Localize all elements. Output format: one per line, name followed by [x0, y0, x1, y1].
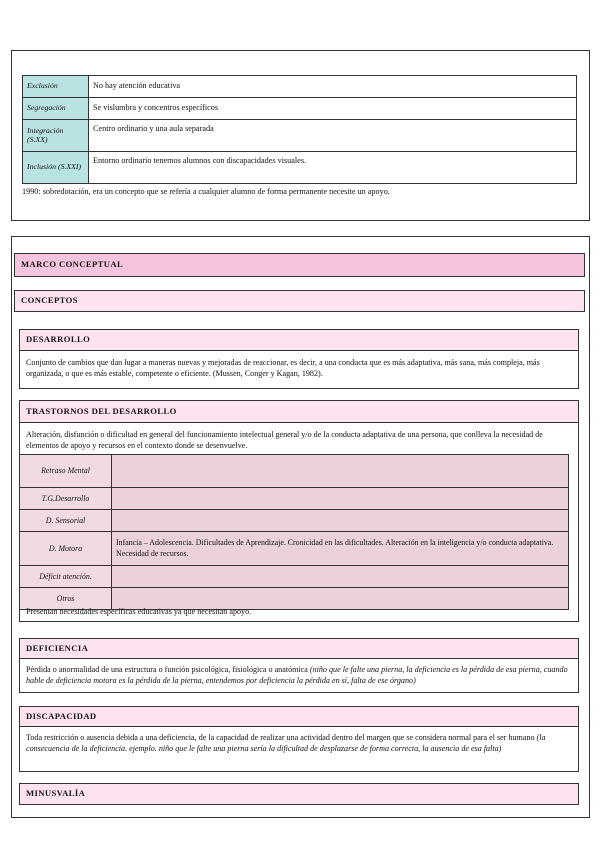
- row-value: [112, 566, 569, 588]
- section-title: MINUSVALÍA: [26, 788, 86, 799]
- table-row: [23, 76, 577, 98]
- section-title: CONCEPTOS: [21, 295, 78, 306]
- discapacidad-text: [26, 732, 576, 755]
- row-value: Infancia – Adolescencia. Dificultades de Aprendizaje. Cronicidad en las dificultades. Alteración en la inteligencia y/o conducta adaptativa. Necesidad de recursos.: [112, 532, 569, 566]
- marco-conceptual-header: [14, 253, 585, 277]
- trastornos-text: Alteración, disfunción o dificultad en general del funcionamiento intelectual general y/o de la conducta adaptativa de una persona, que conlleva la necesidad de elementos de apoyo y recursos en el contexto donde se desenvuelve.: [26, 430, 543, 451]
- table-row: [20, 488, 569, 510]
- row-label: Exclusión: [23, 76, 89, 98]
- row-value: Entorno ordinario tenemos alumnos con discapacidades visuales.: [89, 152, 577, 184]
- row-label: D. Sensorial: [20, 510, 112, 532]
- definition: Toda restricción o ausencia debida a una deficiencia, de la capacidad de realizar una actividad dentro del margen que se considera normal para el ser humano: [26, 733, 535, 742]
- section-title: MARCO CONCEPTUAL: [21, 259, 124, 270]
- history-box: [11, 50, 590, 221]
- table-row: [23, 152, 577, 184]
- desarrollo-text: Conjunto de cambios que dan lugar a maneras nuevas y mejoradas de reaccionar, es decir, a una conducta que es más adaptativa, más sana, más compleja, más organizada, o que es más estable, competente o eficiente. (Mussen, Conger y Kagan, 1982).: [26, 358, 540, 379]
- table-row: [20, 566, 569, 588]
- row-label: D. Motora: [20, 532, 112, 566]
- trastornos-header: [19, 400, 579, 423]
- section-title: DESARROLLO: [26, 334, 91, 345]
- row-label: Otros: [20, 588, 112, 610]
- row-label: Integración (S.XX): [23, 120, 89, 152]
- minusvalia-header: [19, 783, 579, 805]
- trastornos-note: Presentan necesidades específicas educativas ya que necesitan apoyo.: [26, 607, 252, 616]
- section-title: DISCAPACIDAD: [26, 710, 97, 721]
- section-title: DEFICIENCIA: [26, 642, 89, 653]
- table-row: [23, 98, 577, 120]
- row-value: [112, 488, 569, 510]
- row-label: Inclusión (S.XXI): [23, 152, 89, 184]
- row-label: Segregación: [23, 98, 89, 120]
- discapacidad-header: [19, 706, 579, 727]
- row-label: Déficit atención.: [20, 566, 112, 588]
- row-value: No hay atención educativa: [89, 76, 577, 98]
- definition: Pérdida o anormalidad de una estructura o función psicológica, fisiológica o anatómica: [26, 665, 308, 674]
- row-value: [112, 455, 569, 488]
- sobredotacion-note: 1990: sobredotación, era un concepto que se refería a cualquier alumno de forma permanente necesite un apoyo.: [22, 187, 390, 196]
- deficiencia-header: [19, 638, 579, 659]
- row-label: T.G.Desarrollo: [20, 488, 112, 510]
- trastornos-table: [19, 454, 569, 610]
- desarrollo-header: [19, 329, 579, 351]
- row-value: [112, 510, 569, 532]
- table-row: [23, 120, 577, 152]
- history-table: [22, 75, 577, 184]
- deficiencia-text: [26, 664, 576, 687]
- example: (la consecuencia de la deficiencia. ejemplo. niño que le falte una pierna sería la dificultad de desplazarse de forma correcta, la ausencia de esa falta): [26, 733, 546, 754]
- table-row: [20, 510, 569, 532]
- conceptos-header: [14, 290, 585, 312]
- example: (niño que le falte una pierna, la deficiencia es la pérdida de esa pierna, cuando hable de deficiencia motora es la pérdida de la pierna, entendemos por deficiencia la pérdida en sí, falta de ese órgano): [26, 665, 568, 686]
- row-value: Se vislumbra y concentros específicos: [89, 98, 577, 120]
- row-label: Retraso Mental: [20, 455, 112, 488]
- row-value: Centro ordinario y una aula separada: [89, 120, 577, 152]
- section-title: TRASTORNOS DEL DESARROLLO: [26, 405, 177, 416]
- table-row: [20, 455, 569, 488]
- table-row: [20, 532, 569, 566]
